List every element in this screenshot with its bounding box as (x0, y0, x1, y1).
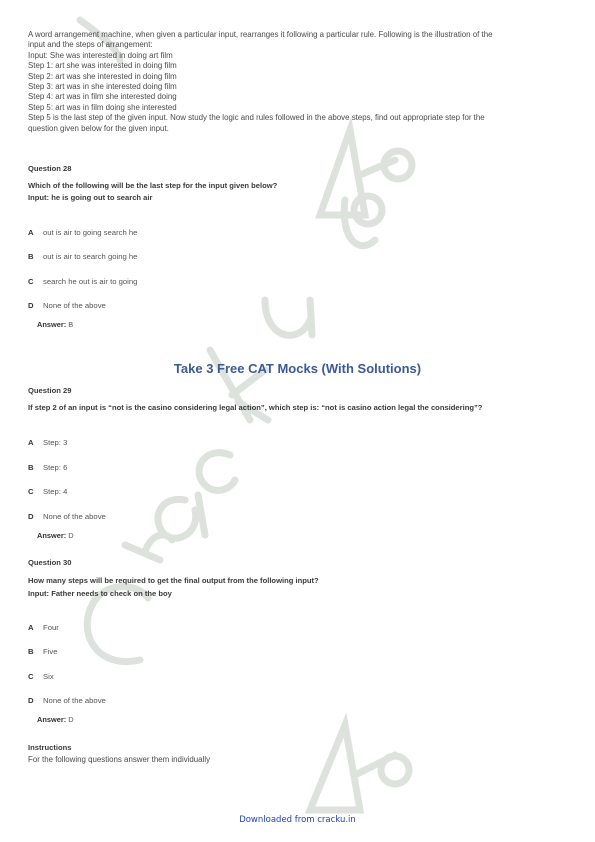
question-30-option-b[interactable] (28, 647, 58, 656)
option-text: None of the above (43, 301, 106, 310)
intro-line: Step 1: art she was interested in doing film (28, 61, 177, 71)
intro-line: Step 3: art was in she interested doing film (28, 82, 177, 92)
option-letter: A (28, 623, 34, 632)
question-28-option-b[interactable] (28, 252, 137, 261)
option-letter: D (28, 696, 34, 705)
question-30-option-a[interactable] (28, 623, 59, 632)
answer-label: Answer: (37, 715, 67, 724)
question-30-answer (37, 715, 74, 724)
answer-value: D (68, 715, 74, 724)
question-30-option-c[interactable] (28, 672, 54, 681)
question-30-input: Input: Father needs to check on the boy (28, 589, 172, 598)
option-text: Step: 4 (43, 487, 68, 496)
question-28-input: Input: he is going out to search air (28, 193, 153, 202)
question-29-text: If step 2 of an input is “not is the casino considering legal action”, which step is: “not is casino action legal the considering”? (28, 403, 483, 412)
question-29-option-a[interactable] (28, 438, 67, 447)
option-text: Step: 3 (43, 438, 68, 447)
question-29-option-d[interactable] (28, 512, 106, 521)
answer-value: D (68, 531, 74, 540)
answer-label: Answer: (37, 531, 67, 540)
watermark-figure2 (310, 725, 395, 810)
question-30-heading: Question 30 (28, 558, 72, 567)
question-28-option-d[interactable] (28, 301, 106, 310)
intro-line: Step 2: art was she interested in doing film (28, 71, 177, 81)
watermark-letter-a (158, 495, 205, 538)
option-text: out is air to search going he (43, 252, 138, 261)
watermark-letter-c2 (199, 453, 235, 491)
option-text: out is air to going search he (43, 228, 138, 237)
watermark-figure-circle1 (354, 196, 382, 224)
question-28-option-c[interactable] (28, 277, 137, 286)
option-text: Five (43, 647, 58, 656)
intro-line: Step 4: art was in film she interested doing (28, 92, 177, 102)
option-letter: B (28, 463, 34, 472)
option-letter: D (28, 512, 34, 521)
question-29-option-c[interactable] (28, 487, 67, 496)
option-text: Four (43, 623, 59, 632)
intro-paragraph (28, 30, 568, 134)
watermark-figure (320, 130, 395, 246)
question-30-text: How many steps will be required to get the final output from the following input? (28, 576, 319, 585)
intro-line: Step 5: art was in film doing she interested (28, 102, 177, 112)
option-letter: A (28, 438, 34, 447)
option-letter: C (28, 487, 34, 496)
question-29-heading: Question 29 (28, 386, 72, 395)
watermark-letter-u (265, 300, 312, 335)
option-text: None of the above (43, 696, 106, 705)
question-30-option-d[interactable] (28, 696, 106, 705)
answer-value: B (68, 320, 74, 329)
intro-line: Input: She was interested in doing art film (28, 50, 173, 60)
option-text: Step: 6 (43, 463, 68, 472)
option-letter: C (28, 672, 34, 681)
option-text: None of the above (43, 512, 106, 521)
answer-label: Answer: (37, 320, 67, 329)
question-29-answer (37, 531, 74, 540)
question-28-text: Which of the following will be the last step for the input given below? (28, 181, 278, 190)
option-letter: D (28, 301, 34, 310)
option-letter: C (28, 277, 34, 286)
intro-line: question given below for the given input. (28, 123, 169, 133)
question-28-answer (37, 320, 73, 329)
question-28-heading: Question 28 (28, 164, 72, 173)
option-letter: B (28, 252, 34, 261)
intro-line: Step 5 is the last step of the given input. Now study the logic and rules followed in the above steps, find out appropriate step for the (28, 113, 485, 123)
watermark-figure-circle2 (384, 151, 412, 179)
option-text: Six (43, 672, 54, 681)
option-text: search he out is air to going (43, 277, 138, 286)
footer-download-link[interactable]: Downloaded from cracku.in (239, 815, 356, 825)
option-letter: A (28, 228, 34, 237)
instructions-text: For the following questions answer them individually (28, 755, 211, 764)
question-28-option-a[interactable] (28, 228, 137, 237)
watermark-figure2-circle (381, 756, 409, 784)
watermark-letter-r (125, 535, 172, 560)
option-letter: B (28, 647, 34, 656)
intro-line: input and the steps of arrangement: (28, 40, 153, 50)
intro-line: A word arrangement machine, when given a particular input, rearranges it following a particular rule. Following is the illustration of the (28, 30, 493, 39)
question-29-option-b[interactable] (28, 463, 67, 472)
instructions-heading: Instructions (28, 743, 72, 752)
free-mocks-banner-link[interactable]: Take 3 Free CAT Mocks (With Solutions) (173, 361, 422, 376)
